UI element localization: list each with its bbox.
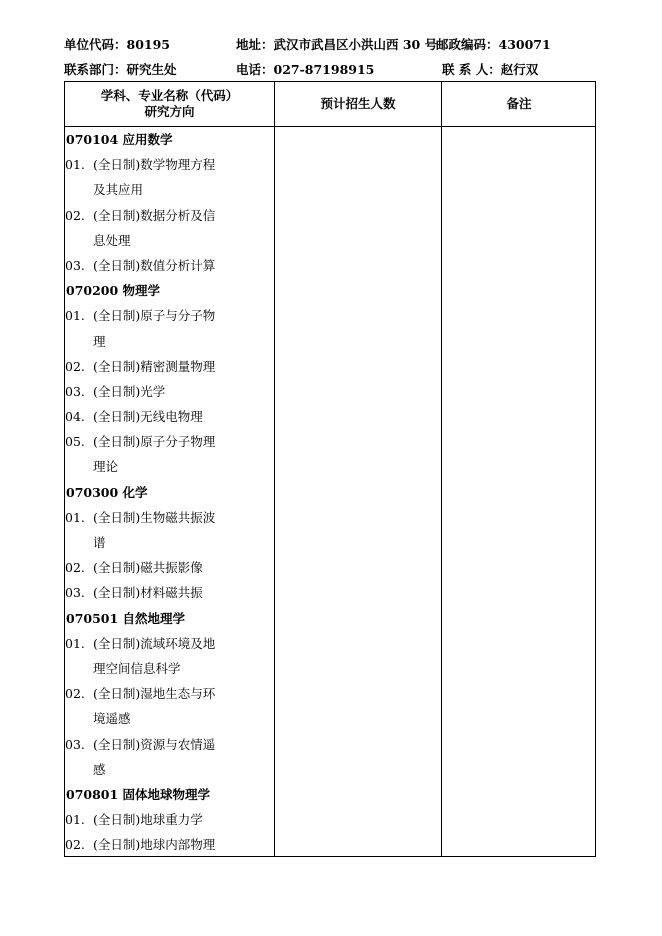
direction-row (65, 706, 274, 731)
subject-row: 070104 应用数学 (66, 132, 173, 147)
direction-number: 02. (65, 207, 85, 223)
header-notes (442, 82, 596, 126)
direction-row (65, 404, 274, 429)
direction-number: 05. (65, 434, 85, 450)
direction-row (65, 454, 274, 479)
enrollment-table (64, 81, 596, 857)
header-notes-label: 备注 (506, 96, 532, 111)
direction-row (65, 807, 274, 832)
header-enrollment-label: 预计招生人数 (320, 96, 396, 111)
direction-number: 03. (65, 383, 85, 399)
direction-number: 02. (65, 358, 85, 374)
direction-text: (全日制)地球内部物理 (93, 837, 216, 853)
direction-text: (全日制)流域环境及地 (93, 635, 216, 651)
direction-text: (全日制)原子分子物理 (93, 434, 216, 450)
subject-row: 070300 化学 (66, 484, 148, 500)
header-subject (65, 82, 274, 126)
direction-row (65, 379, 274, 404)
direction-text: (全日制)原子与分子物 (93, 308, 216, 324)
contact-person: 联 系 人：赵行双 (442, 62, 539, 77)
header-subject-line2: 研究方向 (144, 104, 195, 119)
direction-text: (全日制)数据分析及信 (93, 207, 216, 223)
direction-text: (全日制)材料磁共振 (93, 585, 203, 601)
direction-text: 息处理 (93, 232, 131, 248)
direction-text: 境遥感 (93, 711, 131, 727)
table-rows (65, 127, 274, 857)
direction-number: 02. (65, 837, 85, 853)
direction-text: (全日制)生物磁共振波 (93, 509, 216, 525)
direction-row (65, 354, 274, 379)
subject-row: 070200 物理学 (66, 283, 161, 299)
direction-number: 01. (65, 509, 85, 525)
direction-text: (全日制)数学物理方程 (93, 157, 216, 173)
direction-row (65, 228, 274, 253)
column-divider (441, 82, 442, 856)
direction-row (65, 253, 274, 278)
direction-text: (全日制)数值分析计算 (93, 257, 216, 273)
direction-row (65, 329, 274, 354)
direction-number: 02. (65, 560, 85, 576)
header-enrollment (275, 82, 441, 126)
direction-row (65, 530, 274, 555)
direction-row (65, 203, 274, 228)
direction-text: (全日制)光学 (93, 383, 166, 399)
direction-row (65, 152, 274, 177)
direction-text: 谱 (93, 535, 106, 550)
direction-text: 理空间信息科学 (93, 660, 181, 676)
direction-row (65, 681, 274, 706)
direction-row (65, 656, 274, 681)
direction-number: 03. (65, 736, 85, 752)
direction-row (65, 303, 274, 328)
column-divider (274, 82, 275, 856)
direction-row (65, 555, 274, 580)
direction-row (65, 177, 274, 202)
postcode: 邮政编码：430071 (436, 37, 551, 52)
direction-row (65, 631, 274, 656)
phone: 电话：027-87198915 (236, 62, 375, 77)
direction-text: (全日制)资源与农情遥 (93, 736, 216, 752)
unit-code: 单位代码：80195 (64, 37, 170, 52)
contact-department: 联系部门：研究生处 (64, 62, 177, 77)
subject-row: 070801 固体地球物理学 (66, 786, 211, 802)
subject-row: 070501 自然地理学 (66, 610, 186, 626)
direction-row (65, 832, 274, 857)
direction-text: (全日制)湿地生态与环 (93, 686, 216, 702)
direction-text: (全日制)精密测量物理 (93, 358, 216, 374)
direction-text: (全日制)磁共振影像 (93, 560, 203, 576)
header-subject-line1: 学科、专业名称（代码） (100, 88, 239, 103)
direction-text: 理论 (93, 459, 119, 475)
direction-number: 03. (65, 585, 85, 601)
direction-number: 01. (65, 812, 85, 828)
direction-number: 03. (65, 257, 85, 273)
direction-number: 01. (65, 157, 85, 173)
direction-number: 04. (65, 409, 85, 425)
direction-text: (全日制)无线电物理 (93, 409, 203, 425)
direction-number: 01. (65, 635, 85, 651)
direction-row (65, 757, 274, 782)
direction-number: 02. (65, 686, 85, 702)
direction-number: 01. (65, 308, 85, 324)
direction-text: 理 (93, 333, 106, 349)
direction-row (65, 429, 274, 454)
direction-row (65, 732, 274, 757)
direction-row (65, 580, 274, 605)
direction-text: (全日制)地球重力学 (93, 812, 203, 828)
direction-row (65, 505, 274, 530)
direction-text: 及其应用 (93, 182, 144, 198)
direction-text: 感 (93, 761, 106, 777)
address: 地址：武汉市武昌区小洪山西 30 号 (236, 37, 438, 52)
